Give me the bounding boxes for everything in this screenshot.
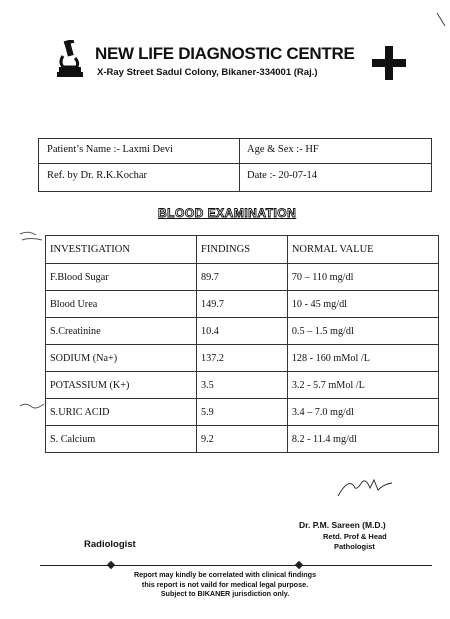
table-row <box>46 291 439 318</box>
normal-value-cell: 8.2 - 11.4 mg/dl <box>287 426 438 453</box>
finding-cell: 3.5 <box>197 372 288 399</box>
patient-age-sex: Age & Sex :- HF <box>247 144 319 155</box>
table-header-row <box>46 236 439 264</box>
finding-cell: 89.7 <box>197 264 288 291</box>
table-row <box>46 399 439 426</box>
footer-line-2: this report is not vaild for medical legal purpose. <box>141 579 309 589</box>
radiologist-label: Radiologist <box>84 539 136 550</box>
investigation-cell: POTASSIUM (K+) <box>46 372 197 399</box>
normal-value-cell: 70 – 110 mg/dl <box>287 264 438 291</box>
investigation-cell: Blood Urea <box>46 291 197 318</box>
handwritten-signature <box>334 474 394 500</box>
investigation-cell: S. Calcium <box>46 426 197 453</box>
doctor-name: Dr. P.M. Sareen (M.D.) <box>299 520 386 530</box>
investigation-cell: SODIUM (Na+) <box>46 345 197 372</box>
investigation-cell: F.Blood Sugar <box>46 264 197 291</box>
patient-name: Patient’s Name :- Laxmi Devi <box>47 144 173 155</box>
table-row <box>46 318 439 345</box>
microscope-logo-icon <box>55 40 85 78</box>
investigation-cell: S.URIC ACID <box>46 399 197 426</box>
margin-scribble-icon <box>18 230 46 244</box>
medical-cross-icon <box>372 46 406 80</box>
section-title: BLOOD EXAMINATION <box>158 206 297 220</box>
table-row <box>46 264 439 291</box>
corner-mark-icon <box>435 12 447 28</box>
finding-cell: 137.2 <box>197 345 288 372</box>
header-normal-value: NORMAL VALUE <box>287 236 438 264</box>
finding-cell: 5.9 <box>197 399 288 426</box>
footer-line-1: Report may kindly be correlated with clinical findings <box>133 570 317 579</box>
footer-line-3: Subject to BIKANER jurisdiction only. <box>160 589 290 598</box>
doctor-role: Pathologist <box>334 542 375 551</box>
normal-value-cell: 128 - 160 mMol /L <box>287 345 438 372</box>
diamond-icon <box>107 561 115 569</box>
report-date: Date :- 20-07-14 <box>247 170 317 181</box>
investigation-cell: S.Creatinine <box>46 318 197 345</box>
diamond-icon <box>295 561 303 569</box>
normal-value-cell: 3.2 - 5.7 mMol /L <box>287 372 438 399</box>
header-findings: FINDINGS <box>197 236 288 264</box>
normal-value-cell: 10 - 45 mg/dl <box>287 291 438 318</box>
centre-address: X-Ray Street Sadul Colony, Bikaner-334001 (Raj.) <box>97 67 318 78</box>
finding-cell: 10.4 <box>197 318 288 345</box>
finding-cell: 9.2 <box>197 426 288 453</box>
referred-by: Ref. by Dr. R.K.Kochar <box>47 170 148 181</box>
normal-value-cell: 0.5 – 1.5 mg/dl <box>287 318 438 345</box>
footer-divider <box>40 565 432 566</box>
table-row <box>46 345 439 372</box>
table-row <box>46 372 439 399</box>
table-row <box>46 426 439 453</box>
margin-scribble-icon <box>18 400 46 414</box>
footer-note <box>60 570 390 599</box>
doctor-title: Retd. Prof & Head <box>323 532 387 541</box>
results-table <box>45 235 439 453</box>
patient-info-box <box>38 138 432 192</box>
header-investigation: INVESTIGATION <box>46 236 197 264</box>
normal-value-cell: 3.4 – 7.0 mg/dl <box>287 399 438 426</box>
centre-name: NEW LIFE DIAGNOSTIC CENTRE <box>95 44 355 63</box>
finding-cell: 149.7 <box>197 291 288 318</box>
